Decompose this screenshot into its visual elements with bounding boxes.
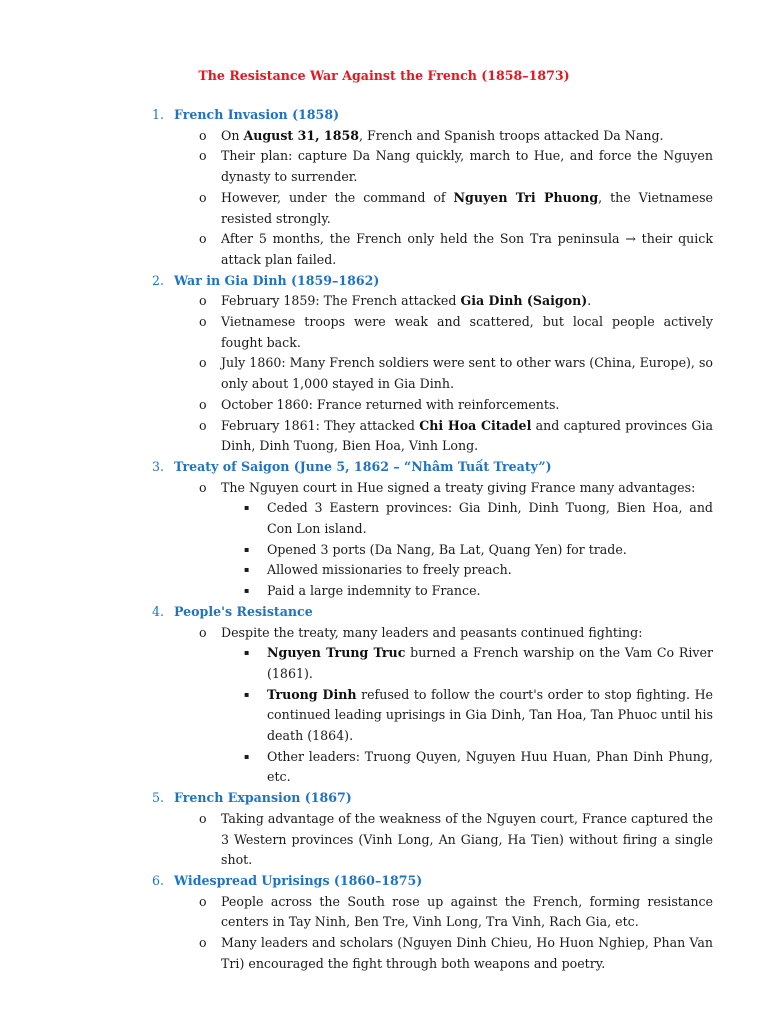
bullet-item <box>0 353 768 394</box>
item-text <box>267 747 713 788</box>
circle-bullet-icon: o <box>199 624 207 640</box>
text-run: July 1860: Many French soldiers were sent to other wars (China, Europe), so only about 1,000 stayed in Gia Dinh. <box>221 355 713 392</box>
circle-bullet-icon: o <box>199 189 207 205</box>
section-number: 3. <box>152 458 165 474</box>
text-run: People across the South rose up against the French, forming resistance centers in Tay Ninh, Ben Tre, Vinh Long, Tra Vinh, Rach Gia, etc. <box>221 893 713 930</box>
square-bullet-icon: ▪ <box>244 586 250 596</box>
text-run: Allowed missionaries to freely preach. <box>267 562 512 578</box>
section <box>0 457 768 602</box>
sub-bullet-item <box>0 685 768 747</box>
bold-phrase: Gia Dinh (Saigon) <box>460 293 588 309</box>
text-run: February 1861: They attacked <box>221 417 420 433</box>
text-run: February 1859: The French attacked <box>221 293 461 309</box>
item-text <box>221 291 713 312</box>
text-run: Ceded 3 Eastern provinces: Gia Dinh, Dinh Tuong, Bien Hoa, and Con Lon island. <box>267 500 713 537</box>
section-heading <box>0 271 768 292</box>
text-run: Vietnamese troops were weak and scattered, but local people actively fought back. <box>221 314 713 350</box>
circle-bullet-icon: o <box>199 479 207 495</box>
item-text <box>221 188 713 229</box>
bullet-item <box>0 188 768 229</box>
item-text <box>267 581 713 602</box>
text-run: Taking advantage of the weakness of the Nguyen court, France captured the 3 Western provinces (Vinh Long, An Giang, Ha Tien) without firing a single shot. <box>221 810 713 868</box>
item-text <box>267 643 713 684</box>
item-text <box>221 623 713 644</box>
sub-bullet-item <box>0 540 768 561</box>
item-text <box>267 540 713 561</box>
square-bullet-icon: ▪ <box>244 751 250 761</box>
circle-bullet-icon: o <box>199 355 207 371</box>
bold-phrase: Truong Dinh <box>267 686 357 702</box>
section-title: French Expansion (1867) <box>174 790 352 806</box>
circle-bullet-icon: o <box>199 293 207 309</box>
text-run: Their plan: capture Da Nang quickly, march to Hue, and force the Nguyen dynasty to surrender. <box>221 148 713 185</box>
circle-bullet-icon: o <box>199 148 207 164</box>
section-title: Widespread Uprisings (1860–1875) <box>174 872 423 888</box>
section-number: 4. <box>152 603 165 619</box>
section <box>0 105 768 271</box>
item-text <box>221 809 713 871</box>
bullet-item <box>0 933 768 974</box>
section <box>0 602 768 788</box>
circle-bullet-icon: o <box>199 417 207 433</box>
item-text <box>221 933 713 974</box>
item-text <box>221 353 713 394</box>
text-run: , the Vietnamese resisted strongly. <box>221 189 713 226</box>
square-bullet-icon: ▪ <box>244 689 250 699</box>
section-number: 5. <box>152 790 165 806</box>
sub-bullet-item <box>0 747 768 788</box>
section-number: 6. <box>152 872 165 888</box>
item-text <box>267 685 713 747</box>
sub-bullet-item <box>0 560 768 581</box>
bullet-item <box>0 623 768 644</box>
square-bullet-icon: ▪ <box>244 503 250 513</box>
bold-phrase: August 31, 1858 <box>243 127 359 143</box>
text-run: After 5 months, the French only held the Son Tra peninsula → their quick attack plan failed. <box>221 231 713 267</box>
bullet-item <box>0 809 768 871</box>
document-title: The Resistance War Against the French (1858–1873) <box>198 68 570 83</box>
text-run: Despite the treaty, many leaders and peasants continued fighting: <box>221 624 643 640</box>
section-title: French Invasion (1858) <box>174 107 340 122</box>
text-run: Opened 3 ports (Da Nang, Ba Lat, Quang Yen) for trade. <box>267 541 627 557</box>
text-run: On <box>221 127 244 143</box>
text-run: The Nguyen court in Hue signed a treaty giving France many advantages: <box>221 479 696 495</box>
circle-bullet-icon: o <box>199 127 207 143</box>
square-bullet-icon: ▪ <box>244 544 250 554</box>
text-run: Other leaders: Truong Quyen, Nguyen Huu Huan, Phan Dinh Phung, etc. <box>267 748 713 785</box>
sub-bullet-item <box>0 498 768 539</box>
section-heading <box>0 788 768 809</box>
sub-bullet-item <box>0 581 768 602</box>
square-bullet-icon: ▪ <box>244 648 250 658</box>
bold-phrase: Nguyen Tri Phuong <box>453 189 599 205</box>
bullet-item <box>0 478 768 499</box>
bullet-item <box>0 229 768 270</box>
text-run: burned a French warship on the Vam Co River (1861). <box>267 645 713 681</box>
section-number: 1. <box>152 107 165 122</box>
bullet-item <box>0 312 768 353</box>
section <box>0 871 768 975</box>
text-run: October 1860: France returned with reinforcements. <box>221 396 560 412</box>
text-run: . <box>587 293 592 309</box>
bullet-item <box>0 146 768 187</box>
item-text <box>221 126 713 147</box>
item-text <box>221 395 713 416</box>
text-run: and captured provinces Gia Dinh, Dinh Tuong, Bien Hoa, Vinh Long. <box>221 417 713 454</box>
text-run: Paid a large indemnity to France. <box>267 583 481 599</box>
text-run: However, under the command of <box>221 189 454 205</box>
circle-bullet-icon: o <box>199 935 207 951</box>
sub-bullet-item <box>0 643 768 684</box>
item-text <box>221 312 713 353</box>
section-heading <box>0 105 768 126</box>
outline-list <box>0 105 768 974</box>
circle-bullet-icon: o <box>199 893 207 909</box>
bold-phrase: Chi Hoa Citadel <box>419 417 532 433</box>
item-text <box>221 478 713 499</box>
item-text <box>221 229 713 270</box>
section <box>0 788 768 871</box>
section-title: People's Resistance <box>174 603 313 619</box>
bullet-item <box>0 291 768 312</box>
text-run: Many leaders and scholars (Nguyen Dinh Chieu, Ho Huon Nghiep, Phan Van Tri) encouraged the fight through both weapons and poetry. <box>221 935 713 971</box>
circle-bullet-icon: o <box>199 231 207 247</box>
text-run: refused to follow the court's order to stop fighting. He continued leading uprisings in Gia Dinh, Tan Hoa, Tan Phuoc until his death (1864). <box>267 686 714 744</box>
item-text <box>221 892 713 933</box>
section <box>0 271 768 457</box>
section-heading <box>0 457 768 478</box>
item-text <box>267 498 713 539</box>
square-bullet-icon: ▪ <box>244 565 250 575</box>
section-heading <box>0 602 768 623</box>
item-text <box>221 146 713 187</box>
section-number: 2. <box>152 272 165 288</box>
bullet-item <box>0 395 768 416</box>
circle-bullet-icon: o <box>199 810 207 826</box>
bullet-item <box>0 892 768 933</box>
item-text <box>267 560 713 581</box>
circle-bullet-icon: o <box>199 396 207 412</box>
bold-phrase: Nguyen Trung Truc <box>267 645 406 661</box>
bullet-item <box>0 126 768 147</box>
section-title: Treaty of Saigon (June 5, 1862 – “Nhâm Tuất Treaty”) <box>174 458 552 474</box>
item-text <box>221 416 713 457</box>
circle-bullet-icon: o <box>199 314 207 329</box>
bullet-item <box>0 416 768 457</box>
text-run: , French and Spanish troops attacked Da Nang. <box>358 127 664 143</box>
section-title: War in Gia Dinh (1859–1862) <box>174 272 380 288</box>
section-heading <box>0 871 768 892</box>
